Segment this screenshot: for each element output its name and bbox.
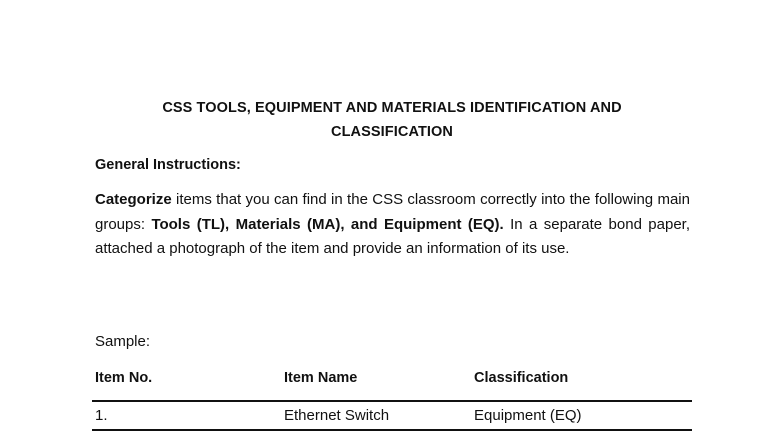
sample-table (92, 366, 692, 431)
header-item-no: Item No. (95, 370, 153, 386)
cell-item-no: 1. (95, 407, 108, 424)
header-item-name: Item Name (284, 370, 358, 386)
header-classification: Classification (474, 370, 569, 386)
instructions-paragraph (95, 188, 690, 262)
title-line-1: CSS TOOLS, EQUIPMENT AND MATERIALS IDENTIFICATION AND (162, 100, 622, 116)
instruction-bold-groups: Tools (TL), Materials (MA), and Equipment (EQ). (151, 215, 504, 233)
instruction-bold-categorize: Categorize (95, 191, 172, 208)
cell-classification: Equipment (EQ) (474, 407, 582, 424)
cell-item-name: Ethernet Switch (284, 407, 390, 424)
table-row (92, 402, 692, 431)
table-header-row (92, 366, 692, 402)
document-title (0, 96, 784, 144)
sample-label: Sample: (95, 333, 151, 350)
title-line-2: CLASSIFICATION (331, 124, 453, 140)
instruction-text-2: In a separate bond paper, attached a photograph of the item and provide an information of its use. (95, 215, 691, 257)
general-instructions-heading: General Instructions: (95, 157, 241, 173)
instruction-text-1: items that you can find in the CSS classroom correctly into the following main groups: (95, 191, 690, 233)
